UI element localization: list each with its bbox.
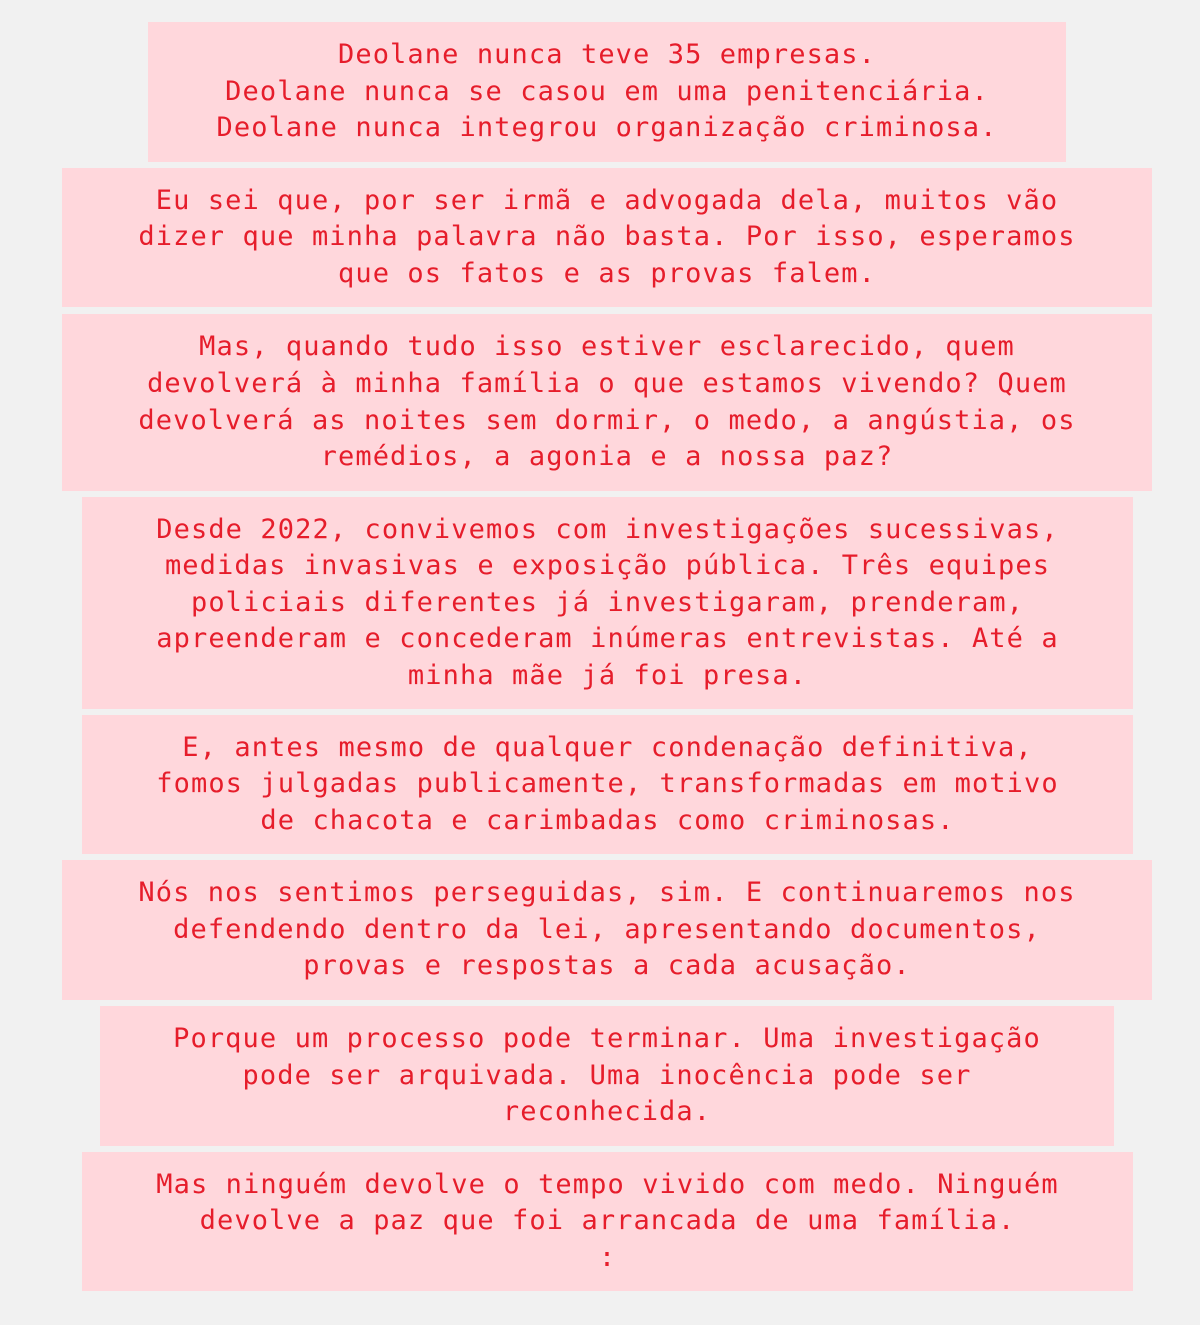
text-block-8: [82, 1152, 1133, 1291]
text-line: de chacota e carimbadas como criminosas.: [260, 804, 955, 836]
text-line: E, antes mesmo de qualquer condenação definitiva,: [182, 731, 1033, 763]
text-line: minha mãe já foi presa.: [407, 659, 808, 691]
text-line: Nós nos sentimos perseguidas, sim. E continuaremos nos: [138, 877, 1076, 909]
text-line: Mas, quando tudo isso estiver esclarecido, quem: [199, 331, 1015, 363]
text-block-6: [62, 860, 1152, 1000]
text-line: provas e respostas a cada acusação.: [303, 950, 911, 982]
text-line: dizer que minha palavra não basta. Por isso, esperamos: [138, 221, 1076, 253]
text-block-7: [100, 1006, 1114, 1146]
text-line: Mas ninguém devolve o tempo vivido com medo. Ninguém: [156, 1168, 1059, 1200]
text-line: Eu sei que, por ser irmã e advogada dela, muitos vão: [155, 184, 1059, 216]
text-line: :: [598, 1241, 617, 1273]
text-block-1: [148, 22, 1066, 162]
text-line: devolverá as noites sem dormir, o medo, a angústia, os: [138, 404, 1076, 436]
text-line: Deolane nunca integrou organização criminosa.: [216, 112, 998, 144]
text-line: pode ser arquivada. Uma inocência pode ser: [242, 1059, 972, 1091]
text-line: Desde 2022, convivemos com investigações sucessivas,: [156, 513, 1059, 545]
text-line: medidas invasivas e exposição pública. Três equipes: [164, 550, 1051, 582]
text-line: remédios, a agonia e a nossa paz?: [320, 441, 894, 473]
text-line: que os fatos e as provas falem.: [337, 257, 877, 289]
text-line: reconhecida.: [502, 1096, 712, 1128]
text-line: Deolane nunca teve 35 empresas.: [337, 39, 877, 71]
text-line: apreenderam e concederam inúmeras entrevistas. Até a: [156, 623, 1059, 655]
text-line: policiais diferentes já investigaram, prenderam,: [190, 586, 1025, 618]
text-line: Porque um processo pode terminar. Uma investigação: [173, 1023, 1041, 1055]
text-line: Deolane nunca se casou em uma penitenciária.: [225, 75, 989, 107]
text-line: devolverá à minha família o que estamos vivendo? Quem: [147, 367, 1067, 399]
text-line: devolve a paz que foi arrancada de uma família.: [199, 1205, 1016, 1237]
text-line: fomos julgadas publicamente, transformadas em motivo: [156, 768, 1059, 800]
text-line: defendendo dentro da lei, apresentando documentos,: [173, 913, 1041, 945]
text-block-3: [62, 314, 1152, 491]
text-block-5: [82, 715, 1133, 854]
text-block-4: [82, 497, 1133, 709]
text-block-2: [62, 168, 1152, 307]
